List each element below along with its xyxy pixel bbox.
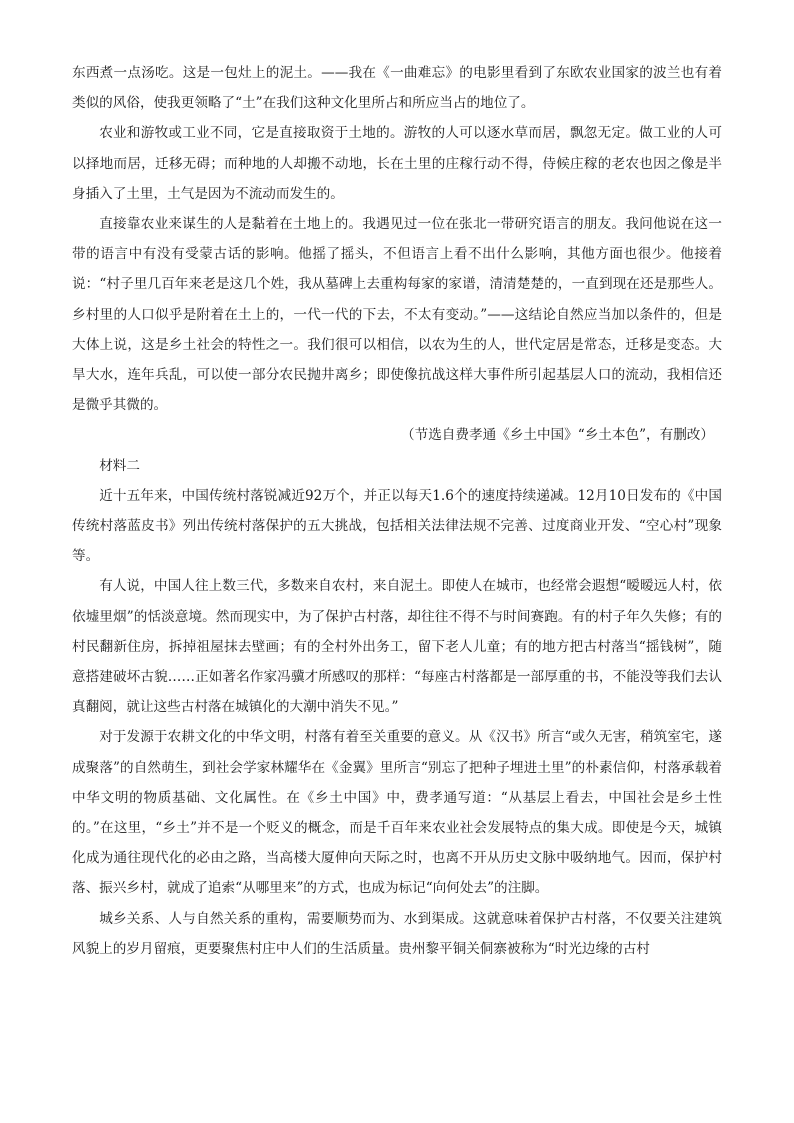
paragraph-village-decline: 近十五年来，中国传统村落锐减近92万个，并正以每天1.6个的速度持续递减。12月10日发布的《中国传统村落蓝皮书》列出传统村落保护的五大挑战，包括相关法律法规不完善、过度商业开发、“空心村”现象等。 <box>72 487 722 565</box>
document-page <box>72 58 722 964</box>
paragraph-agriculture: 农业和游牧或工业不同，它是直接取资于土地的。游牧的人可以逐水草而居，飘忽无定。做工业的人可以择地而居，迁移无碍；而种地的人却搬不动地，长在土里的庄稼行动不得，侍候庄稼的老农也因之像是半身插入了土里，土气是因为不流动而发生的。 <box>72 125 722 202</box>
paragraph-attached-to-land: 直接靠农业来谋生的人是黏着在土地上的。我遇见过一位在张北一带研究语言的朋友。我问他说在这一带的语言中有没有受蒙古话的影响。他摇了摇头，不但语言上看不出什么影响，其他方面也很少。他接着说：“村子里几百年来老是这几个姓，我从墓碑上去重构每家的家谱，清清楚楚的，一直到现在还是那些人。乡村里的人口似乎是附着在土上的，一代一代的下去，不太有变动。”——这结论自然应当加以条件的，但是大体上说，这是乡土社会的特性之一。我们很可以相信，以农为生的人，世代定居是常态，迁移是变态。大旱大水，连年兵乱，可以使一部分农民抛井离乡；即使像抗战这样大事件所引起基层人口的流动，我相信还是微乎其微的。 <box>72 216 722 414</box>
material-two-heading: 材料二 <box>99 457 140 474</box>
paragraph-village-significance: 对于发源于农耕文化的中华文明，村落有着至关重要的意义。从《汉书》所言“或久无害，稍筑室宅，遂成聚落”的自然萌生，到社会学家林耀华在《金翼》里所言“别忘了把种子埋进土里”的朴素信仰，村落承载着中华文明的物质基础、文化属性。在《乡土中国》中，费孝通写道：“从基层上看去，中国社会是乡土性的。”在这里，“乡土”并不是一个贬义的概念，而是千百年来农业社会发展特点的集大成。即使是今天，城镇化成为通往现代化的必由之路，当高楼大厦伸向天际之时，也离不开从历史文脉中吸纳地气。因而，保护村落、振兴乡村，就成了追索“从哪里来”的方式，也成为标记“向何处去”的注脚。 <box>72 729 722 897</box>
paragraph-continuation: 东西煮一点汤吃。这是一包灶上的泥土。——我在《一曲难忘》的电影里看到了东欧农业国家的波兰也有着类似的风俗，使我更领略了“土”在我们这种文化里所占和所应当占的地位了。 <box>72 65 722 112</box>
paragraph-reconstruction: 城乡关系、人与自然关系的重构，需要顺势而为、水到渠成。这就意味着保护古村落，不仅要关注建筑风貌上的岁月留痕，更要聚焦村庄中人们的生活质量。贵州黎平铜关侗寨被称为“时光边缘的古村 <box>72 910 722 957</box>
source-citation: （节选自费孝通《乡土中国》“乡土本色”，有删改） <box>401 427 714 444</box>
paragraph-protection-race: 有人说，中国人往上数三代，多数来自农村，来自泥土。即使人在城市，也经常会遐想“暧暧远人村，依依墟里烟”的恬淡意境。然而现实中，为了保护古村落，却往往不得不与时间赛跑。有的村子年久失修；有的村民翻新住房，拆掉祖屋抹去壁画；有的全村外出务工，留下老人儿童；有的地方把古村落当“摇钱树”，随意搭建破坏古貌……正如著名作家冯骥才所感叹的那样：“每座古村落都是一部厚重的书，不能没等我们去认真翻阅，就让这些古村落在城镇化的大潮中消失不见。” <box>72 578 722 716</box>
